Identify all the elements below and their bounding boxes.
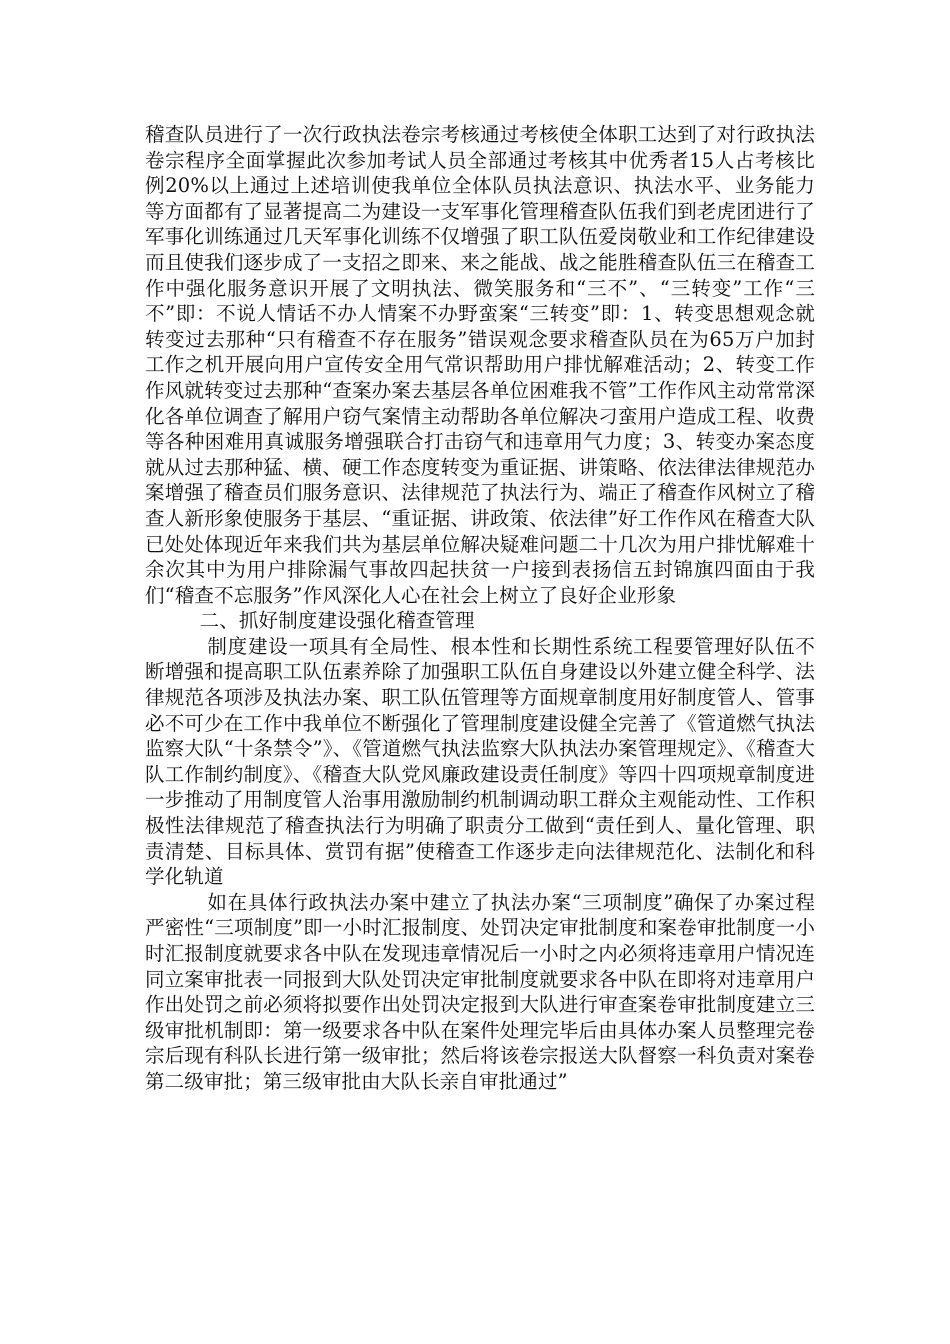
paragraph-training-and-service: 稽查队员进行了一次行政执法卷宗考核通过考核使全体职工达到了对行政执法卷宗程序全面掌握此次参加考试人员全部通过考核其中优秀者15人占考核比例20%以上通过上述培训使我单位全体队员执法意识、执法水平、业务能力等方面都有了显著提高二为建设一支军事化管理稽查队伍我们到老虎团进行了军事化训练通过几天军事化训练不仅增强了职工队伍爱岗敬业和工作纪律建设而且使我们逐步成了一支招之即来、来之能战、战之能胜稽查队伍三在稽查工作中强化服务意识开展了文明执法、微笑服务和“三不”、“三转变”工作“三不”即：不说人情话不办人情案不办野蛮案“三转变”即：1、转变思想观念就转变过去那种“只有稽查不存在服务”错误观念要求稽查队员在为65万户加封工作之机开展向用户宣传安全用气常识帮助用户排忧解难活动；2、转变工作作风就转变过去那种“查案办案去基层各单位困难我不管”工作作风主动常常深化各单位调查了解用户窃气案情主动帮助各单位解决刁蛮用户造成工程、收费等各种困难用真诚服务增强联合打击窃气和违章用气力度；3、转变办案态度就从过去那种猛、横、硬工作态度转变为重证据、讲策略、依法律法律规范办案增强了稽查员们服务意识、法律规范了执法行为、端正了稽查作风树立了稽查人新形象使服务于基层、“重证据、讲政策、依法律”好工作作风在稽查大队已处处体现近年来我们共为基层单位解决疑难问题二十几次为用户排忧解难十余次其中为用户排除漏气事故四起扶贫一户接到表扬信五封锦旗四面由于我们“稽查不忘服务”作风深化人心在社会上树立了良好企业形象 xyxy=(145,123,815,607)
document-body xyxy=(145,122,815,1095)
section-heading-system-building: 二、抓好制度建设强化稽查管理 xyxy=(199,609,475,633)
paragraph-three-systems: 如在具体行政执法办案中建立了执法办案“三项制度”确保了办案过程严密性“三项制度”即一小时汇报制度、处罚决定审批制度和案卷审批制度一小时汇报制度就要求各中队在发现违章情况后一小时之内必须将违章用户情况连同立案审批表一同报到大队处罚决定审批制度就要求各中队在即将对违章用户作出处罚之前必须将拟要作出处罚决定报到大队进行审查案卷审批制度建立三级审批机制即：第一级要求各中队在案件处理完毕后由具体办案人员整理完卷宗后现有科队长进行第一级审批；然后将该卷宗报送大队督察一科负责对案卷第二级审批；第三级审批由大队长亲自审批通过” xyxy=(145,890,815,1093)
paragraph-system-building: 制度建设一项具有全局性、根本性和长期性系统工程要管理好队伍不断增强和提高职工队伍素养除了加强职工队伍自身建设以外建立健全科学、法律规范各项涉及执法办案、职工队伍管理等方面规章制度用好制度管人、管事必不可少在工作中我单位不断强化了管理制度建设健全完善了《管道燃气执法监察大队“十条禁令”》、《管道燃气执法监察大队执法办案管理规定》、《稽查大队工作制约制度》、《稽查大队党风廉政建设责任制度》等四十四项规章制度进一步推动了用制度管人治事用激励制约机制调动职工群众主观能动性、工作积极性法律规范了稽查执法行为明确了职责分工做到“责任到人、量化管理、职责清楚、目标具体、赏罚有据”使稽查工作逐步走向法律规范化、法制化和科学化轨道 xyxy=(145,634,815,889)
